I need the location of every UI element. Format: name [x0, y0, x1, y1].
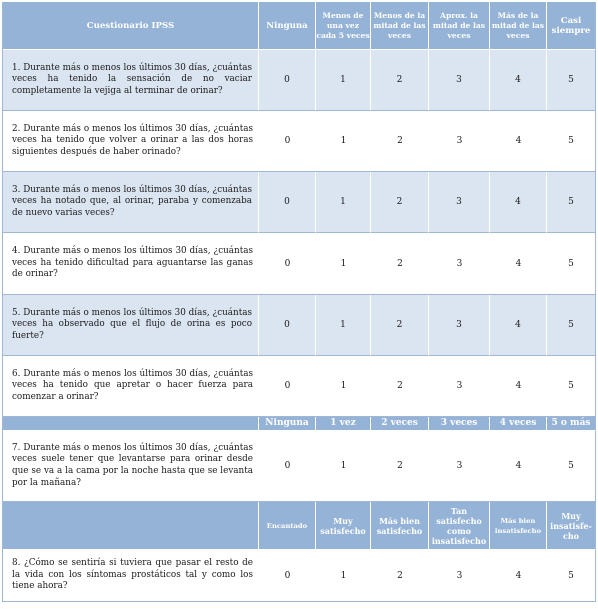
nocturia-col-3: 3 veces — [429, 417, 490, 431]
score-option[interactable]: 0 — [259, 356, 316, 417]
score-option[interactable]: 1 — [316, 295, 371, 356]
score-option[interactable]: 2 — [371, 172, 429, 233]
score-option[interactable]: 0 — [259, 172, 316, 233]
nocturia-col-4: 4 veces — [490, 417, 547, 431]
question-row-3 — [3, 172, 596, 233]
score-option[interactable]: 5 — [547, 172, 596, 233]
qol-col-2: Más bien satisfecho — [371, 502, 429, 550]
nocturia-header-blank — [3, 417, 259, 431]
score-option[interactable]: 0 — [259, 233, 316, 295]
header-col-3: Aprox. la mitad de las veces — [429, 2, 490, 50]
score-option[interactable]: 3 — [429, 431, 490, 502]
qol-col-0: Encantado — [259, 502, 316, 550]
header-col-4: Más de la mitad de las veces — [490, 2, 547, 50]
header-col-1: Menos de una vez cada 5 veces — [316, 2, 371, 50]
header-row — [3, 2, 596, 50]
qol-col-1: Muy satisfecho — [316, 502, 371, 550]
question-text: 3. Durante más o menos los últimos 30 días, ¿cuántas veces ha notado que, al orinar, paraba y comenzaba de nuevo varias veces? — [3, 172, 259, 233]
question-text: 5. Durante más o menos los últimos 30 días, ¿cuántas veces ha observado que el flujo de orina es poco fuerte? — [3, 295, 259, 356]
ipss-questionnaire — [2, 2, 595, 605]
score-option[interactable]: 1 — [316, 50, 371, 111]
score-option[interactable]: 1 — [316, 356, 371, 417]
ipss-table — [2, 2, 596, 602]
score-option[interactable]: 2 — [371, 295, 429, 356]
score-option[interactable]: 3 — [429, 295, 490, 356]
header-col-2: Menos de la mitad de las veces — [371, 2, 429, 50]
question-row-2 — [3, 111, 596, 172]
score-option[interactable]: 2 — [371, 431, 429, 502]
score-option[interactable]: 3 — [429, 172, 490, 233]
score-option[interactable]: 3 — [429, 550, 490, 602]
qol-col-3: Tan satisfecho como insatisfecho — [429, 502, 490, 550]
score-option[interactable]: 5 — [547, 50, 596, 111]
score-option[interactable]: 5 — [547, 233, 596, 295]
score-option[interactable]: 5 — [547, 111, 596, 172]
question-row-4 — [3, 233, 596, 295]
score-option[interactable]: 3 — [429, 50, 490, 111]
nocturia-header-row — [3, 417, 596, 431]
score-option[interactable]: 5 — [547, 295, 596, 356]
score-option[interactable]: 2 — [371, 550, 429, 602]
score-option[interactable]: 4 — [490, 172, 547, 233]
score-option[interactable]: 4 — [490, 111, 547, 172]
score-option[interactable]: 3 — [429, 356, 490, 417]
score-option[interactable]: 5 — [547, 356, 596, 417]
score-option[interactable]: 4 — [490, 356, 547, 417]
nocturia-col-1: 1 vez — [316, 417, 371, 431]
score-option[interactable]: 1 — [316, 172, 371, 233]
score-option[interactable]: 2 — [371, 50, 429, 111]
score-option[interactable]: 2 — [371, 111, 429, 172]
score-option[interactable]: 3 — [429, 111, 490, 172]
question-text: 1. Durante más o menos los últimos 30 días, ¿cuántas veces ha tenido la sensación de no vaciar completamente la vejiga al terminar de orinar? — [3, 50, 259, 111]
qol-header-row — [3, 502, 596, 550]
score-option[interactable]: 0 — [259, 50, 316, 111]
nocturia-col-2: 2 veces — [371, 417, 429, 431]
qol-col-4: Más bien insatisfecho — [490, 502, 547, 550]
score-option[interactable]: 3 — [429, 233, 490, 295]
question-text: 7. Durante más o menos los últimos 30 días, ¿cuántas veces suele tener que levantarse para orinar desde que se va a la cama por la noche hasta que se levanta por la mañana? — [3, 431, 259, 502]
score-option[interactable]: 4 — [490, 50, 547, 111]
question-row-5 — [3, 295, 596, 356]
score-option[interactable]: 5 — [547, 431, 596, 502]
question-text: 4. Durante más o menos los últimos 30 días, ¿cuántas veces ha tenido dificultad para aguantarse las ganas de orinar? — [3, 233, 259, 295]
score-option[interactable]: 2 — [371, 233, 429, 295]
score-option[interactable]: 0 — [259, 111, 316, 172]
nocturia-col-0: Ninguna — [259, 417, 316, 431]
header-col-0: Ninguna — [259, 2, 316, 50]
score-option[interactable]: 0 — [259, 295, 316, 356]
question-row-7 — [3, 431, 596, 502]
question-text: 2. Durante más o menos los últimos 30 días, ¿cuántas veces ha tenido que volver a orinar a las dos horas siguientes después de haber orinado? — [3, 111, 259, 172]
question-row-8 — [3, 550, 596, 602]
question-row-1 — [3, 50, 596, 111]
score-option[interactable]: 2 — [371, 356, 429, 417]
score-option[interactable]: 5 — [547, 550, 596, 602]
question-text: 8. ¿Cómo se sentiría si tuviera que pasar el resto de la vida con los síntomas prostáticos tal y como los tiene ahora? — [3, 550, 259, 602]
score-option[interactable]: 1 — [316, 431, 371, 502]
question-row-6 — [3, 356, 596, 417]
score-option[interactable]: 1 — [316, 111, 371, 172]
score-option[interactable]: 4 — [490, 295, 547, 356]
score-option[interactable]: 1 — [316, 550, 371, 602]
question-text: 6. Durante más o menos los últimos 30 días, ¿cuántas veces ha tenido que apretar o hacer fuerza para comenzar a orinar? — [3, 356, 259, 417]
score-option[interactable]: 1 — [316, 233, 371, 295]
score-option[interactable]: 4 — [490, 431, 547, 502]
header-col-5: Casi siempre — [547, 2, 596, 50]
score-option[interactable]: 0 — [259, 431, 316, 502]
header-title: Cuestionario IPSS — [3, 2, 259, 50]
score-option[interactable]: 4 — [490, 233, 547, 295]
nocturia-col-5: 5 o más — [547, 417, 596, 431]
qol-header-blank — [3, 502, 259, 550]
score-option[interactable]: 4 — [490, 550, 547, 602]
qol-col-5: Muy insatisfe-cho — [547, 502, 596, 550]
score-option[interactable]: 0 — [259, 550, 316, 602]
